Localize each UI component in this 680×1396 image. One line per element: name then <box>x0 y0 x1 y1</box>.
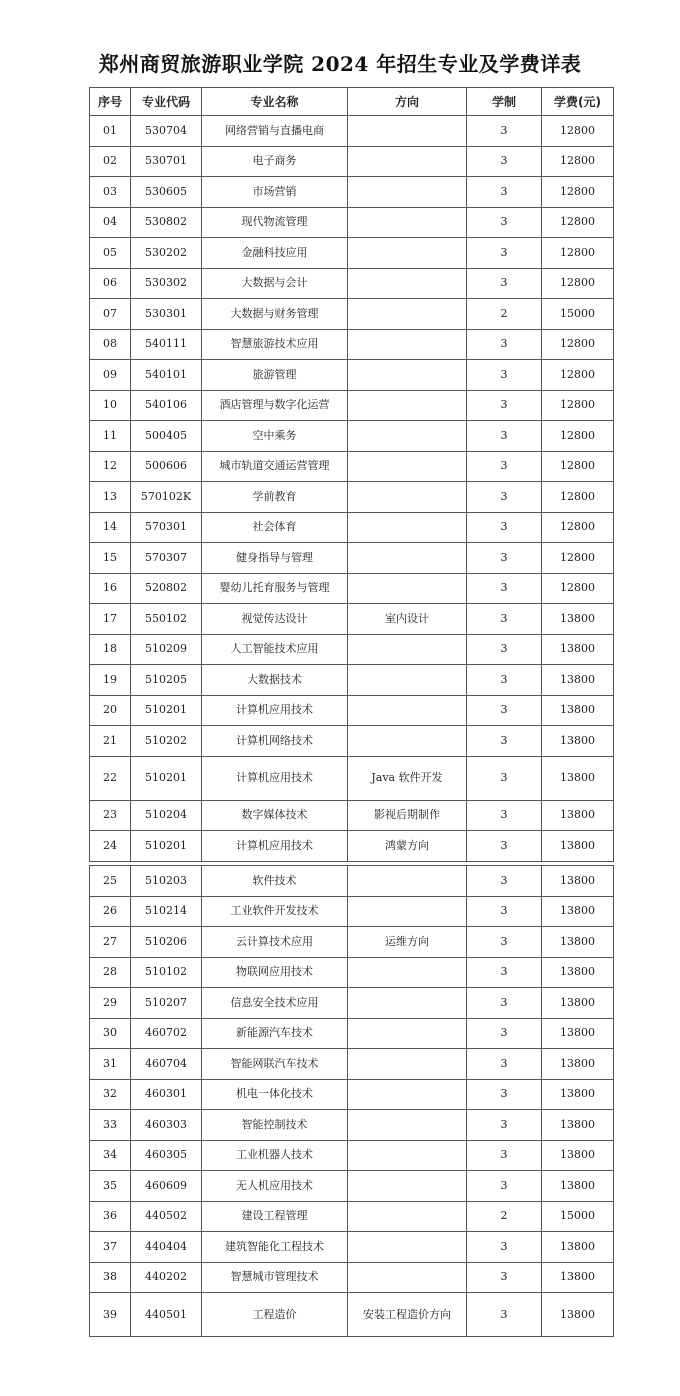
cell-direction: 鸿蒙方向 <box>348 831 467 862</box>
cell-direction: 运维方向 <box>348 927 467 958</box>
cell-duration: 3 <box>467 360 542 391</box>
cell-major: 机电一体化技术 <box>202 1079 348 1110</box>
cell-index: 10 <box>90 390 131 421</box>
cell-tuition: 13800 <box>542 665 614 696</box>
cell-major: 物联网应用技术 <box>202 957 348 988</box>
cell-code: 570307 <box>131 543 202 574</box>
cell-index: 33 <box>90 1110 131 1141</box>
cell-direction <box>348 1201 467 1232</box>
cell-index: 04 <box>90 207 131 238</box>
cell-tuition: 12800 <box>542 451 614 482</box>
cell-major: 婴幼儿托育服务与管理 <box>202 573 348 604</box>
cell-index: 23 <box>90 800 131 831</box>
table-row <box>90 1140 614 1171</box>
cell-direction <box>348 1262 467 1293</box>
cell-duration: 3 <box>467 957 542 988</box>
cell-code: 460609 <box>131 1171 202 1202</box>
cell-index: 01 <box>90 116 131 147</box>
table-row <box>90 177 614 208</box>
cell-code: 460702 <box>131 1018 202 1049</box>
cell-direction: 影视后期制作 <box>348 800 467 831</box>
table-row <box>90 1232 614 1263</box>
cell-tuition: 12800 <box>542 543 614 574</box>
cell-direction <box>348 634 467 665</box>
table-row <box>90 866 614 897</box>
cell-duration: 3 <box>467 695 542 726</box>
cell-code: 460704 <box>131 1049 202 1080</box>
cell-code: 510204 <box>131 800 202 831</box>
cell-duration: 2 <box>467 1201 542 1232</box>
table-row <box>90 1110 614 1141</box>
table-row <box>90 695 614 726</box>
cell-tuition: 12800 <box>542 238 614 269</box>
cell-major: 大数据与会计 <box>202 268 348 299</box>
cell-index: 31 <box>90 1049 131 1080</box>
cell-index: 22 <box>90 756 131 800</box>
cell-major: 智能网联汽车技术 <box>202 1049 348 1080</box>
cell-major: 现代物流管理 <box>202 207 348 238</box>
cell-major: 数字媒体技术 <box>202 800 348 831</box>
cell-tuition: 13800 <box>542 1262 614 1293</box>
table-row <box>90 988 614 1019</box>
cell-code: 530701 <box>131 146 202 177</box>
cell-code: 570301 <box>131 512 202 543</box>
header-duration: 学制 <box>467 88 542 116</box>
cell-code: 530202 <box>131 238 202 269</box>
cell-index: 17 <box>90 604 131 635</box>
header-index: 序号 <box>90 88 131 116</box>
cell-direction <box>348 988 467 1019</box>
cell-major: 新能源汽车技术 <box>202 1018 348 1049</box>
cell-duration: 3 <box>467 451 542 482</box>
table-row <box>90 573 614 604</box>
tuition-table-part-1 <box>89 87 614 862</box>
cell-direction <box>348 1110 467 1141</box>
cell-major: 电子商务 <box>202 146 348 177</box>
cell-direction: 安装工程造价方向 <box>348 1293 467 1337</box>
cell-code: 500405 <box>131 421 202 452</box>
cell-major: 信息安全技术应用 <box>202 988 348 1019</box>
cell-duration: 3 <box>467 634 542 665</box>
cell-code: 510102 <box>131 957 202 988</box>
cell-code: 460303 <box>131 1110 202 1141</box>
cell-duration: 3 <box>467 1171 542 1202</box>
cell-direction <box>348 896 467 927</box>
cell-code: 510214 <box>131 896 202 927</box>
cell-direction <box>348 1140 467 1171</box>
cell-direction <box>348 1018 467 1049</box>
cell-tuition: 13800 <box>542 800 614 831</box>
cell-index: 09 <box>90 360 131 391</box>
table-row <box>90 360 614 391</box>
cell-index: 05 <box>90 238 131 269</box>
table-row <box>90 800 614 831</box>
cell-duration: 3 <box>467 604 542 635</box>
table-row <box>90 634 614 665</box>
cell-direction <box>348 177 467 208</box>
cell-direction <box>348 238 467 269</box>
table-row <box>90 116 614 147</box>
cell-code: 520802 <box>131 573 202 604</box>
table-row <box>90 238 614 269</box>
cell-code: 460305 <box>131 1140 202 1171</box>
cell-major: 工程造价 <box>202 1293 348 1337</box>
cell-index: 36 <box>90 1201 131 1232</box>
cell-duration: 3 <box>467 177 542 208</box>
table-row <box>90 896 614 927</box>
cell-major: 视觉传达设计 <box>202 604 348 635</box>
cell-tuition: 13800 <box>542 1110 614 1141</box>
cell-direction <box>348 360 467 391</box>
cell-duration: 3 <box>467 1262 542 1293</box>
cell-index: 25 <box>90 866 131 897</box>
cell-tuition: 13800 <box>542 866 614 897</box>
header-code: 专业代码 <box>131 88 202 116</box>
cell-duration: 3 <box>467 1110 542 1141</box>
cell-code: 510201 <box>131 756 202 800</box>
cell-index: 37 <box>90 1232 131 1263</box>
cell-major: 社会体育 <box>202 512 348 543</box>
cell-code: 510209 <box>131 634 202 665</box>
cell-duration: 3 <box>467 1049 542 1080</box>
cell-major: 城市轨道交通运营管理 <box>202 451 348 482</box>
cell-tuition: 13800 <box>542 896 614 927</box>
cell-direction <box>348 299 467 330</box>
table-row <box>90 927 614 958</box>
cell-index: 39 <box>90 1293 131 1337</box>
cell-index: 06 <box>90 268 131 299</box>
cell-index: 28 <box>90 957 131 988</box>
cell-duration: 3 <box>467 988 542 1019</box>
cell-duration: 3 <box>467 421 542 452</box>
cell-direction <box>348 543 467 574</box>
cell-tuition: 13800 <box>542 726 614 757</box>
cell-duration: 3 <box>467 756 542 800</box>
cell-major: 大数据与财务管理 <box>202 299 348 330</box>
cell-duration: 3 <box>467 831 542 862</box>
cell-index: 16 <box>90 573 131 604</box>
cell-index: 20 <box>90 695 131 726</box>
cell-direction <box>348 665 467 696</box>
cell-code: 510205 <box>131 665 202 696</box>
cell-duration: 3 <box>467 896 542 927</box>
cell-duration: 3 <box>467 726 542 757</box>
header-tuition: 学费(元) <box>542 88 614 116</box>
cell-duration: 3 <box>467 927 542 958</box>
cell-duration: 3 <box>467 146 542 177</box>
cell-index: 34 <box>90 1140 131 1171</box>
cell-tuition: 13800 <box>542 695 614 726</box>
cell-direction <box>348 1171 467 1202</box>
cell-tuition: 12800 <box>542 360 614 391</box>
table-row <box>90 482 614 513</box>
table-row <box>90 207 614 238</box>
cell-code: 540101 <box>131 360 202 391</box>
cell-index: 38 <box>90 1262 131 1293</box>
cell-direction: Java 软件开发 <box>348 756 467 800</box>
cell-tuition: 13800 <box>542 927 614 958</box>
cell-major: 金融科技应用 <box>202 238 348 269</box>
cell-code: 530301 <box>131 299 202 330</box>
table-row <box>90 146 614 177</box>
cell-code: 500606 <box>131 451 202 482</box>
cell-major: 无人机应用技术 <box>202 1171 348 1202</box>
cell-major: 计算机网络技术 <box>202 726 348 757</box>
cell-code: 530302 <box>131 268 202 299</box>
cell-direction <box>348 390 467 421</box>
cell-tuition: 13800 <box>542 1049 614 1080</box>
cell-code: 540111 <box>131 329 202 360</box>
cell-index: 12 <box>90 451 131 482</box>
table-row <box>90 1201 614 1232</box>
table-row <box>90 1079 614 1110</box>
cell-code: 570102K <box>131 482 202 513</box>
table-row <box>90 299 614 330</box>
cell-index: 11 <box>90 421 131 452</box>
cell-code: 440502 <box>131 1201 202 1232</box>
table-row <box>90 1018 614 1049</box>
cell-code: 530802 <box>131 207 202 238</box>
cell-major: 计算机应用技术 <box>202 756 348 800</box>
table-row <box>90 390 614 421</box>
cell-major: 智慧旅游技术应用 <box>202 329 348 360</box>
cell-major: 软件技术 <box>202 866 348 897</box>
cell-code: 440501 <box>131 1293 202 1337</box>
cell-tuition: 13800 <box>542 604 614 635</box>
cell-direction <box>348 1079 467 1110</box>
table-row <box>90 543 614 574</box>
cell-major: 市场营销 <box>202 177 348 208</box>
cell-tuition: 12800 <box>542 512 614 543</box>
cell-index: 14 <box>90 512 131 543</box>
cell-major: 健身指导与管理 <box>202 543 348 574</box>
cell-major: 工业软件开发技术 <box>202 896 348 927</box>
cell-tuition: 13800 <box>542 1232 614 1263</box>
cell-code: 510206 <box>131 927 202 958</box>
cell-index: 13 <box>90 482 131 513</box>
cell-duration: 3 <box>467 866 542 897</box>
cell-index: 27 <box>90 927 131 958</box>
cell-direction <box>348 451 467 482</box>
cell-duration: 3 <box>467 1293 542 1337</box>
cell-duration: 3 <box>467 1018 542 1049</box>
cell-duration: 3 <box>467 482 542 513</box>
cell-tuition: 12800 <box>542 329 614 360</box>
table-row <box>90 329 614 360</box>
cell-tuition: 12800 <box>542 146 614 177</box>
table-row <box>90 665 614 696</box>
cell-duration: 3 <box>467 573 542 604</box>
cell-tuition: 13800 <box>542 957 614 988</box>
cell-code: 550102 <box>131 604 202 635</box>
cell-index: 03 <box>90 177 131 208</box>
cell-direction <box>348 482 467 513</box>
cell-major: 工业机器人技术 <box>202 1140 348 1171</box>
cell-code: 510203 <box>131 866 202 897</box>
cell-tuition: 12800 <box>542 421 614 452</box>
cell-code: 530605 <box>131 177 202 208</box>
cell-major: 计算机应用技术 <box>202 695 348 726</box>
cell-index: 19 <box>90 665 131 696</box>
table-row <box>90 957 614 988</box>
cell-major: 大数据技术 <box>202 665 348 696</box>
cell-duration: 3 <box>467 268 542 299</box>
cell-duration: 3 <box>467 512 542 543</box>
header-direction: 方向 <box>348 88 467 116</box>
table-row <box>90 1262 614 1293</box>
cell-tuition: 13800 <box>542 1171 614 1202</box>
cell-duration: 3 <box>467 207 542 238</box>
table-row <box>90 604 614 635</box>
cell-index: 18 <box>90 634 131 665</box>
tuition-table-part-2 <box>89 865 614 1337</box>
table-row <box>90 831 614 862</box>
table-row <box>90 1049 614 1080</box>
cell-direction <box>348 268 467 299</box>
cell-index: 08 <box>90 329 131 360</box>
cell-direction <box>348 116 467 147</box>
cell-direction <box>348 207 467 238</box>
document-title: 郑州商贸旅游职业学院 2024 年招生专业及学费详表 <box>98 52 582 76</box>
table-row <box>90 726 614 757</box>
cell-duration: 3 <box>467 1140 542 1171</box>
cell-direction <box>348 512 467 543</box>
table-row <box>90 756 614 800</box>
cell-major: 空中乘务 <box>202 421 348 452</box>
cell-major: 网络营销与直播电商 <box>202 116 348 147</box>
cell-index: 02 <box>90 146 131 177</box>
cell-major: 建筑智能化工程技术 <box>202 1232 348 1263</box>
cell-index: 21 <box>90 726 131 757</box>
cell-duration: 3 <box>467 116 542 147</box>
cell-major: 建设工程管理 <box>202 1201 348 1232</box>
cell-direction <box>348 329 467 360</box>
cell-code: 440202 <box>131 1262 202 1293</box>
cell-direction <box>348 957 467 988</box>
cell-tuition: 13800 <box>542 988 614 1019</box>
table-row <box>90 268 614 299</box>
cell-code: 510202 <box>131 726 202 757</box>
cell-code: 530704 <box>131 116 202 147</box>
cell-major: 酒店管理与数字化运营 <box>202 390 348 421</box>
cell-tuition: 13800 <box>542 831 614 862</box>
cell-code: 540106 <box>131 390 202 421</box>
cell-code: 440404 <box>131 1232 202 1263</box>
cell-major: 云计算技术应用 <box>202 927 348 958</box>
cell-tuition: 12800 <box>542 268 614 299</box>
cell-direction <box>348 1049 467 1080</box>
cell-major: 学前教育 <box>202 482 348 513</box>
cell-tuition: 12800 <box>542 116 614 147</box>
cell-code: 510207 <box>131 988 202 1019</box>
cell-tuition: 12800 <box>542 482 614 513</box>
cell-direction: 室内设计 <box>348 604 467 635</box>
table-row <box>90 1171 614 1202</box>
cell-duration: 3 <box>467 1232 542 1263</box>
cell-direction <box>348 421 467 452</box>
cell-major: 智慧城市管理技术 <box>202 1262 348 1293</box>
cell-code: 510201 <box>131 831 202 862</box>
cell-duration: 3 <box>467 390 542 421</box>
cell-major: 智能控制技术 <box>202 1110 348 1141</box>
cell-index: 07 <box>90 299 131 330</box>
cell-major: 旅游管理 <box>202 360 348 391</box>
cell-index: 29 <box>90 988 131 1019</box>
cell-major: 计算机应用技术 <box>202 831 348 862</box>
cell-major: 人工智能技术应用 <box>202 634 348 665</box>
cell-index: 30 <box>90 1018 131 1049</box>
cell-code: 510201 <box>131 695 202 726</box>
cell-tuition: 13800 <box>542 1140 614 1171</box>
cell-direction <box>348 146 467 177</box>
table-row <box>90 512 614 543</box>
cell-tuition: 15000 <box>542 299 614 330</box>
table-row <box>90 451 614 482</box>
cell-tuition: 13800 <box>542 1293 614 1337</box>
cell-tuition: 12800 <box>542 177 614 208</box>
cell-tuition: 13800 <box>542 756 614 800</box>
table-row <box>90 1293 614 1337</box>
cell-direction <box>348 1232 467 1263</box>
cell-index: 26 <box>90 896 131 927</box>
cell-tuition: 12800 <box>542 390 614 421</box>
cell-tuition: 15000 <box>542 1201 614 1232</box>
cell-index: 15 <box>90 543 131 574</box>
cell-tuition: 12800 <box>542 207 614 238</box>
cell-duration: 2 <box>467 299 542 330</box>
cell-duration: 3 <box>467 1079 542 1110</box>
table-header-row <box>90 88 614 116</box>
cell-direction <box>348 573 467 604</box>
cell-duration: 3 <box>467 665 542 696</box>
cell-direction <box>348 695 467 726</box>
cell-duration: 3 <box>467 238 542 269</box>
header-major: 专业名称 <box>202 88 348 116</box>
cell-tuition: 13800 <box>542 1018 614 1049</box>
cell-duration: 3 <box>467 543 542 574</box>
cell-duration: 3 <box>467 800 542 831</box>
cell-index: 35 <box>90 1171 131 1202</box>
cell-index: 32 <box>90 1079 131 1110</box>
cell-index: 24 <box>90 831 131 862</box>
cell-tuition: 13800 <box>542 1079 614 1110</box>
cell-tuition: 13800 <box>542 634 614 665</box>
cell-tuition: 12800 <box>542 573 614 604</box>
table-row <box>90 421 614 452</box>
cell-direction <box>348 726 467 757</box>
cell-direction <box>348 866 467 897</box>
cell-duration: 3 <box>467 329 542 360</box>
cell-code: 460301 <box>131 1079 202 1110</box>
